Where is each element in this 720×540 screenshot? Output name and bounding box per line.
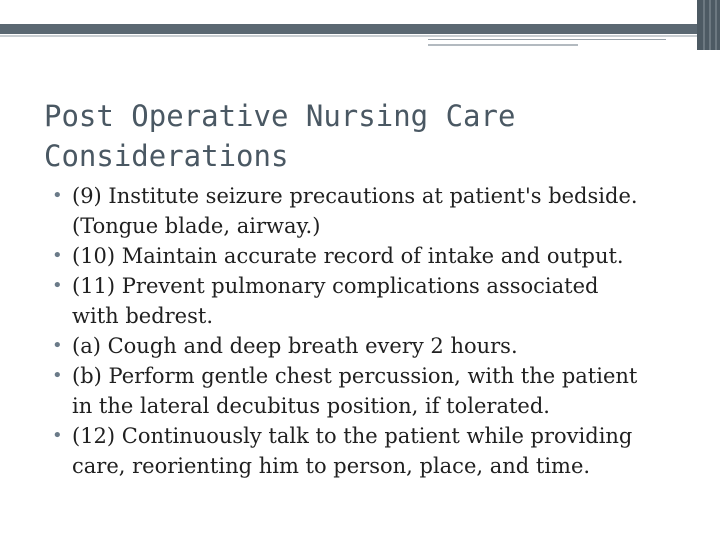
bullet-text-line: (9) Institute seizure precautions at patient's bedside. (72, 184, 638, 208)
bullet-text-line: (Tongue blade, airway.) (72, 214, 321, 238)
bullet-icon: • (52, 275, 63, 296)
bullet-icon: • (52, 335, 63, 356)
corner-stripe (709, 0, 711, 50)
bullet-icon: • (52, 185, 63, 206)
bullet-item (52, 421, 692, 481)
bullet-item (52, 181, 692, 241)
bullet-list (52, 181, 692, 481)
top-white-band (0, 0, 720, 24)
header-short-line (428, 44, 578, 46)
bullet-text-line: (12) Continuously talk to the patient while providing (72, 424, 633, 448)
bullet-text-line: care, reorienting him to person, place, and time. (72, 454, 591, 478)
bullet-text-line: (b) Perform gentle chest percussion, with the patient (72, 364, 638, 388)
bullet-text-line: (10) Maintain accurate record of intake and output. (72, 244, 624, 268)
bullet-text-line: in the lateral decubitus position, if tolerated. (72, 394, 550, 418)
bullet-text-line: (a) Cough and deep breath every 2 hours. (72, 334, 518, 358)
bullet-item (52, 331, 692, 361)
header-thin-line (428, 39, 666, 40)
corner-stripe (715, 0, 717, 50)
bullet-icon: • (52, 245, 63, 266)
title-line-1: Post Operative Nursing Care (44, 99, 516, 133)
corner-stripe (703, 0, 705, 50)
bullet-icon: • (52, 365, 63, 386)
bullet-text-line: with bedrest. (72, 304, 214, 328)
header-light-line (0, 35, 697, 37)
header-dark-bar (0, 24, 697, 34)
bullet-text-line: (11) Prevent pulmonary complications associated (72, 274, 599, 298)
bullet-icon: • (52, 425, 63, 446)
slide-title (44, 96, 684, 176)
bullet-item (52, 241, 692, 271)
bullet-item (52, 361, 692, 421)
bullet-item (52, 271, 692, 331)
title-line-2: Considerations (44, 139, 289, 173)
